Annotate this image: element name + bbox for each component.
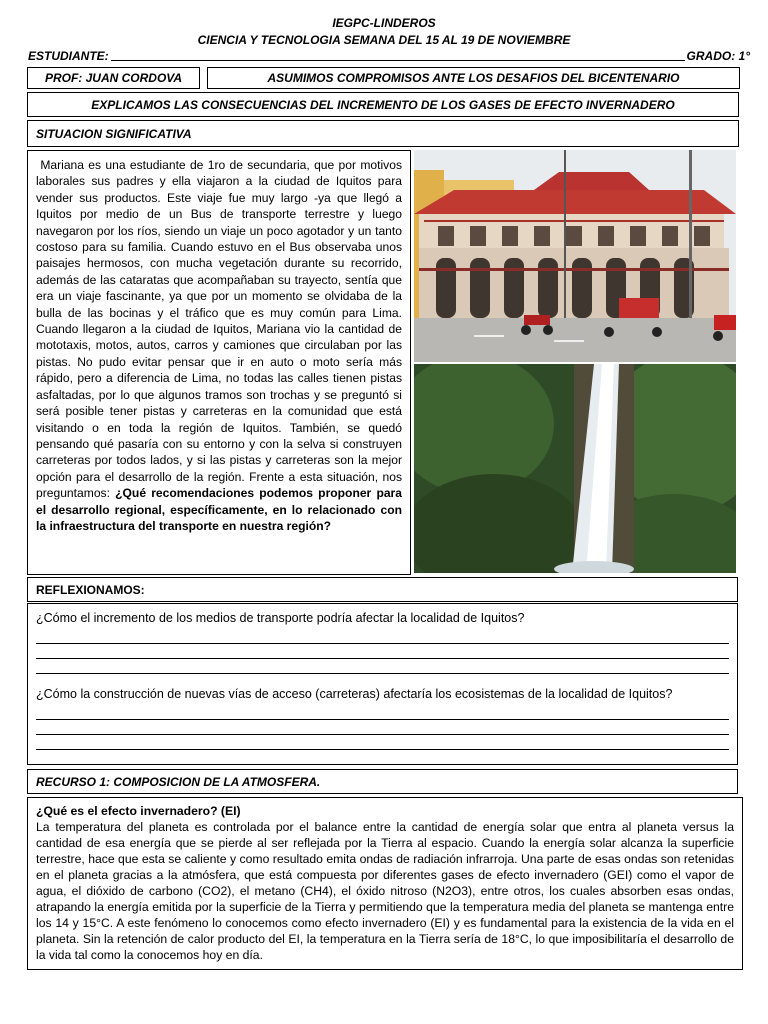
resource-label: RECURSO 1: COMPOSICION DE LA ATMOSFERA. <box>36 774 321 789</box>
reflection-label: REFLEXIONAMOS: <box>36 582 145 597</box>
story-body: Mariana es una estudiante de 1ro de secundaria, que por motivos laborales sus padres y ella viajaron a la ciudad de Iquitos para vender sus productos. Este viaje fue muy largo -ya que llegó a Iquitos por medio de un Bus de transporte terrestre y luego navegaron por los ríos, siendo un viaje un poco agotador y un tanto costoso para su familia. Cuando estuvo en el Bus observaba unos paisajes hermosos, con mucha vegetación durante su recorrido, además de las cataratas que acompañaban su trayecto, sentía que era un viaje fascinante, ya que por un momento se olvidaba de la bulla de las bocinas y el tráfico que es muy común para Lima. Cuando llegaron a la ciudad de Iquitos, Mariana vio la cantidad de mototaxis, motos, autos, carros y camiones que circulaban por las pistas. No pudo evitar pensar que ir en auto o moto sería más rápido, pero a diferencia de Lima, no todas las calles tienen pistas asfaltadas, por lo que algunos tramos son trochas y se preguntó si será posible tener pistas y carreteras en la comunidad que está visitando o en toda la región de Iquitos. También, se quedó pensando qué pasaría con su entorno y con la selva si construyen carreteras por todos lados, y si las pistas y carreteras son la mejor opción para el desarrollo de la región. Frente a esta situación, nos preguntamos: <box>36 158 402 501</box>
answer-line[interactable] <box>36 659 729 674</box>
iquitos-building-photo <box>414 150 736 362</box>
banner-box <box>207 67 740 89</box>
objective-box <box>27 92 739 117</box>
story-paragraph <box>36 157 402 534</box>
resource-body: La temperatura del planeta es controlada por el balance entre la cantidad de energía solar que entra al planeta versus la cantidad de esa energía que se pierde al ser reflejada por la Tierra al espacio. Cuando la energía solar alcanza la superficie terrestre, hace que esta se caliente y como resultado emita ondas de radiación infrarroja. Una parte de esas ondas son retenidas en el planeta gracias a la atmósfera, que está compuesta por diferentes gases de efecto invernadero (GEI) como el vapor de agua, el dióxido de carbono (CO2), el metano (CH4), el óxido nitroso (N2O3), entre otros, los cuales absorben esas ondas, atrapando la energía emitida por la superficie de la Tierra y permitiendo que la temperatura media del planeta se mantenga entre los 14 y 15°C. A este fenómeno lo conocemos como efecto invernadero (EI) y es fundamental para la existencia de la vida en el planeta. Sin la retención de calor producto del EI, la temperatura en la Tierra sería de 18°C, lo que imposibilitaría el desarrollo de la vida tal como la conocemos hoy en día. <box>36 820 734 962</box>
answer-line[interactable] <box>36 705 729 720</box>
reflection-question-1: ¿Cómo el incremento de los medios de transporte podría afectar la localidad de Iquitos? <box>36 611 525 625</box>
reflection-box <box>27 603 738 765</box>
student-label: ESTUDIANTE: <box>28 49 109 63</box>
story-question: ¿Qué recomendaciones podemos proponer para el desarrollo regional, específicamente, en lo relacionado con la infraestructura del transporte en nuestra región? <box>36 486 402 533</box>
answer-line[interactable] <box>36 644 729 659</box>
resource-box <box>27 797 743 970</box>
teacher-name: PROF: JUAN CORDOVA <box>44 71 183 85</box>
banner-text: ASUMIMOS COMPROMISOS ANTE LOS DESAFIOS DEL BICENTENARIO <box>267 71 680 85</box>
answer-line[interactable] <box>36 735 729 750</box>
answer-line[interactable] <box>36 629 729 644</box>
story-box <box>27 150 411 575</box>
waterfall-photo-svg <box>414 364 736 573</box>
answer-line[interactable] <box>36 720 729 735</box>
building-photo-svg <box>414 150 736 362</box>
reflection-label-box <box>27 577 738 602</box>
teacher-box <box>27 67 200 89</box>
student-name-line[interactable] <box>111 50 685 61</box>
waterfall-photo <box>414 364 736 573</box>
situation-label: SITUACION SIGNIFICATIVA <box>36 126 192 141</box>
grade-label: GRADO: 1° <box>686 49 750 63</box>
resource-label-box <box>27 769 738 794</box>
resource-title: ¿Qué es el efecto invernadero? (EI) <box>36 804 241 818</box>
objective-text: EXPLICAMOS LAS CONSECUENCIAS DEL INCREMENTO DE LOS GASES DE EFECTO INVERNADERO <box>91 97 675 112</box>
reflection-question-2: ¿Cómo la construcción de nuevas vías de acceso (carreteras) afectaría los ecosistemas de la localidad de Iquitos? <box>36 687 673 701</box>
student-row <box>28 49 750 63</box>
situation-box <box>27 120 739 147</box>
week-subtitle: CIENCIA Y TECNOLOGIA SEMANA DEL 15 AL 19 DE NOVIEMBRE <box>197 33 571 47</box>
school-name: IEGPC-LINDEROS <box>332 16 436 30</box>
